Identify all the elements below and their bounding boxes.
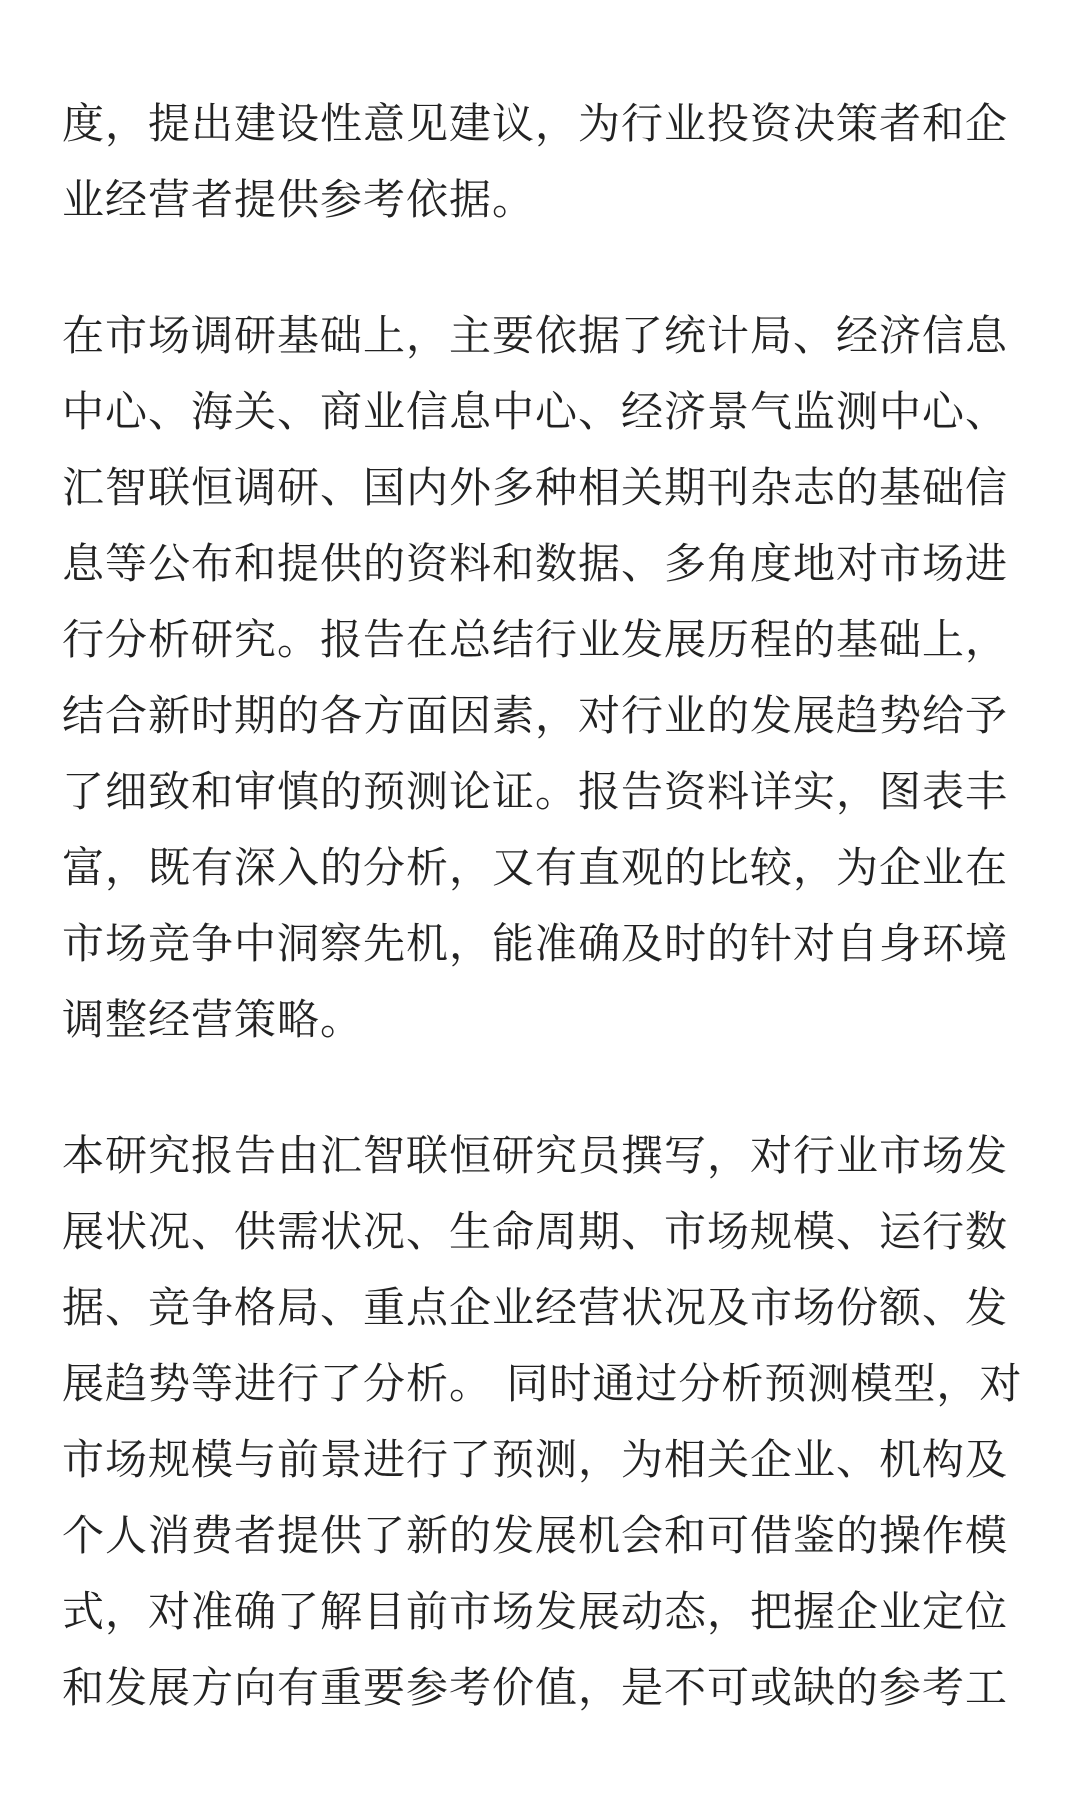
text-line: 式，对准确了解目前市场发展动态，把握企业定位 <box>62 1587 1009 1636</box>
paragraph-1 <box>62 86 1022 238</box>
paragraph-3 <box>62 1118 1022 1726</box>
text-line: 中心、海关、商业信息中心、经济景气监测中心、 <box>62 387 1009 436</box>
text-line: 富，既有深入的分析，又有直观的比较，为企业在 <box>62 843 1009 892</box>
text-line: 据、竞争格局、重点企业经营状况及市场份额、发 <box>62 1283 1009 1332</box>
text-line: 结合新时期的各方面因素，对行业的发展趋势给予 <box>62 691 1009 740</box>
paragraph-2 <box>62 298 1022 1058</box>
text-line: 行分析研究。报告在总结行业发展历程的基础上， <box>62 615 1009 664</box>
text-line: 个人消费者提供了新的发展机会和可借鉴的操作模 <box>62 1511 1009 1560</box>
text-line: 了细致和审慎的预测论证。报告资料详实，图表丰 <box>62 767 1009 816</box>
text-line: 和发展方向有重要参考价值，是不可或缺的参考工 <box>62 1663 1009 1712</box>
text-line: 业经营者提供参考依据。 <box>62 175 536 224</box>
text-line: 市场竞争中洞察先机，能准确及时的针对自身环境 <box>62 919 1009 968</box>
text-line: 汇智联恒调研、国内外多种相关期刊杂志的基础信 <box>62 463 1009 512</box>
text-line: 展趋势等进行了分析。 同时通过分析预测模型，对 <box>62 1359 1023 1408</box>
article-body <box>62 86 1022 1726</box>
text-line: 在市场调研基础上，主要依据了统计局、经济信息 <box>62 311 1009 360</box>
text-line: 息等公布和提供的资料和数据、多角度地对市场进 <box>62 539 1009 588</box>
text-line: 度，提出建设性意见建议，为行业投资决策者和企 <box>62 99 1009 148</box>
text-line: 市场规模与前景进行了预测，为相关企业、机构及 <box>62 1435 1009 1484</box>
text-line: 调整经营策略。 <box>62 995 364 1044</box>
text-line: 展状况、供需状况、生命周期、市场规模、运行数 <box>62 1207 1009 1256</box>
text-line: 本研究报告由汇智联恒研究员撰写，对行业市场发 <box>62 1131 1009 1180</box>
